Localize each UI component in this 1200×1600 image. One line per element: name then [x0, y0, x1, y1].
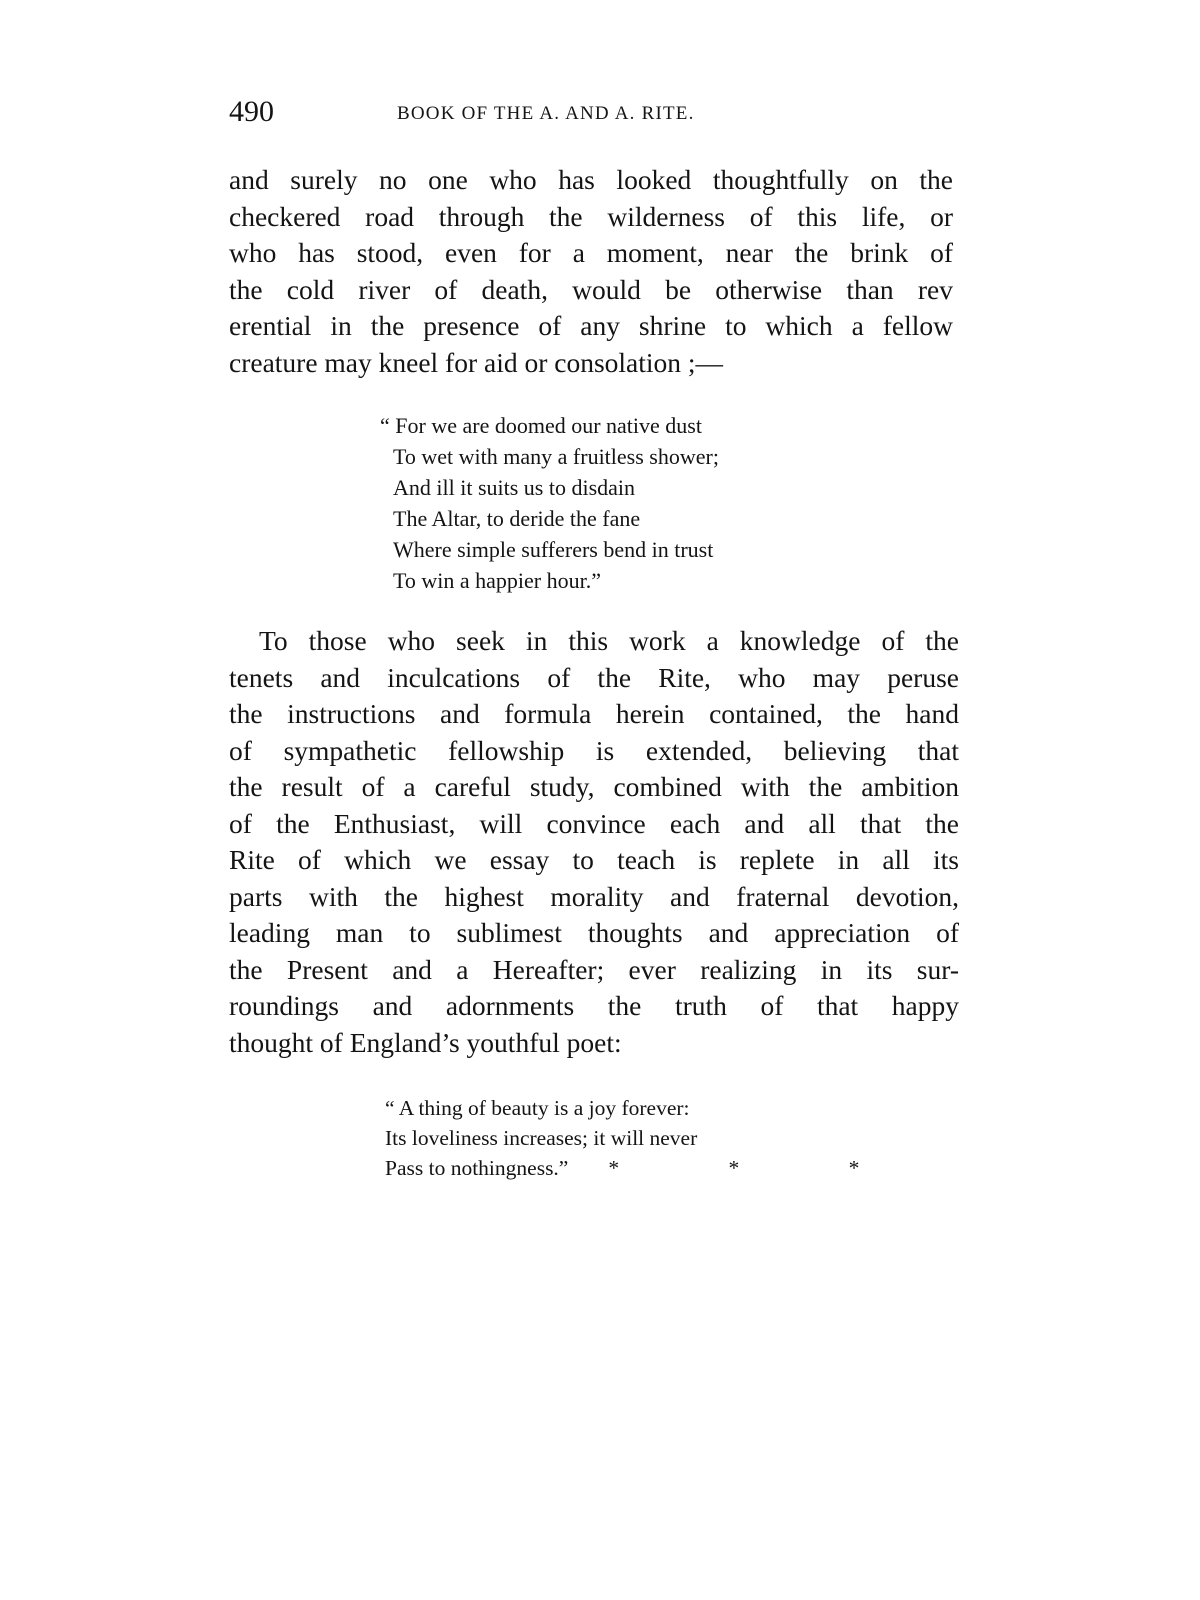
text-line: the instructions and formula herein contained, the hand — [229, 698, 959, 729]
verse-line: “ For we are doomed our native dust — [380, 413, 702, 438]
text-line: creature may kneel for aid or consolation ;— — [229, 346, 724, 378]
text-line: and surely no one who has looked thoughtfully on the — [229, 164, 953, 195]
text-line: the result of a careful study, combined with the ambition — [229, 771, 959, 802]
verse-line: The Altar, to deride the fane — [393, 506, 641, 531]
text-line: of the Enthusiast, will convince each and all that the — [229, 807, 959, 839]
text-line: leading man to sublimest thoughts and appreciation of — [229, 917, 959, 948]
text-line: checkered road through the wilderness of this life, or — [229, 200, 953, 232]
verse-line: And ill it suits us to disdain — [393, 475, 636, 500]
verse-line-text: Pass to nothingness.” — [385, 1156, 569, 1180]
text-line: parts with the highest morality and fraternal devotion, — [229, 880, 959, 912]
verse-line: Its loveliness increases; it will never — [385, 1126, 698, 1150]
text-line: To those who seek in this work a knowledge of the — [259, 625, 959, 656]
verse-line: “ A thing of beauty is a joy forever: — [385, 1096, 690, 1120]
verse-line: To wet with many a fruitless shower; — [393, 444, 719, 469]
text-line: of sympathetic fellowship is extended, believing that — [229, 734, 959, 766]
text-line: thought of England’s youthful poet: — [229, 1026, 622, 1058]
text-line: the Present and a Hereafter; ever realizing in its sur- — [229, 953, 959, 985]
text-line: tenets and inculcations of the Rite, who may peruse — [229, 661, 959, 693]
page-header — [229, 94, 829, 134]
verse-line: Where simple sufferers bend in trust — [393, 537, 714, 562]
verse-quotation — [380, 410, 719, 596]
paragraph-main — [229, 623, 959, 1061]
verse-line-final — [385, 1153, 911, 1183]
page-number: 490 — [229, 95, 274, 128]
verse-line: To win a happier hour.” — [393, 568, 602, 593]
paragraph-continuation — [229, 162, 953, 381]
text-line: Rite of which we essay to teach is replete in all its — [229, 844, 959, 875]
text-line: the cold river of death, would be otherwise than rev — [229, 273, 953, 305]
ellipsis-asterisks: * * * — [608, 1156, 912, 1180]
text-line: erential in the presence of any shrine to which a fellow — [229, 310, 953, 341]
running-head: BOOK OF THE A. AND A. RITE. — [397, 103, 695, 124]
text-line: who has stood, even for a moment, near the brink of — [229, 237, 953, 268]
text-line: roundings and adornments the truth of that happy — [229, 990, 959, 1021]
poem-quotation — [385, 1093, 911, 1183]
